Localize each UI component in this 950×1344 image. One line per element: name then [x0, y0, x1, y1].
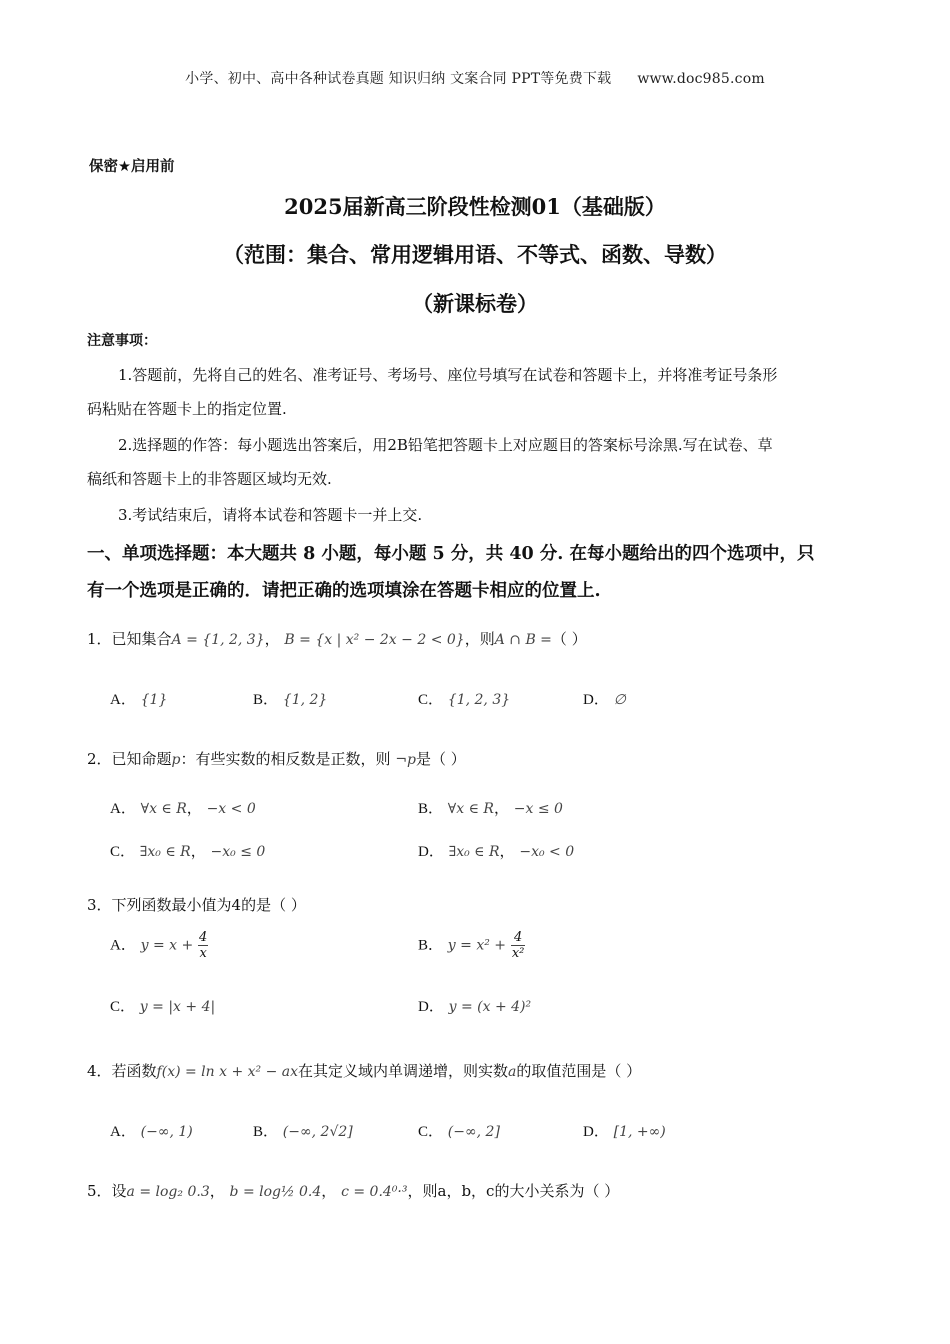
option-label: B．: [418, 937, 444, 954]
q4-option-a[interactable]: [110, 1120, 193, 1141]
q1-option-b[interactable]: [253, 688, 327, 709]
q1-set-a: A = {1, 2, 3}: [171, 632, 265, 648]
frac-num: 4: [199, 930, 208, 945]
option-comma: ，: [190, 842, 206, 860]
notice-item: 稿纸和答题卡上的非答题区域均无效.: [87, 470, 332, 488]
option-quantifier: ∃x₀ ∈ R: [139, 844, 191, 860]
option-label: C．: [418, 1124, 444, 1140]
option-label: D．: [583, 1124, 609, 1140]
option-label: A．: [110, 937, 136, 954]
q5-c: c = 0.4⁰·³: [341, 1184, 408, 1200]
option-value: ∅: [613, 692, 626, 708]
q2-post: 是（ ）: [416, 750, 466, 768]
q3-option-a[interactable]: [110, 930, 208, 961]
page-header: [0, 68, 950, 88]
q3-option-c[interactable]: [110, 995, 215, 1016]
option-label: C．: [110, 999, 136, 1015]
question-2: [87, 748, 466, 769]
q4-function: f(x) = ln x + x² − ax: [156, 1064, 299, 1080]
exam-title: 2025届新高三阶段性检测01（基础版）: [284, 194, 666, 219]
q1-option-c[interactable]: [418, 688, 510, 709]
fraction: [198, 930, 208, 961]
q1-option-a[interactable]: [110, 688, 167, 709]
option-value: (−∞, 2]: [447, 1124, 500, 1140]
section-heading-cont: 有一个选项是正确的．请把正确的选项填涂在答题卡相应的位置上.: [87, 581, 601, 601]
option-label: A．: [110, 692, 136, 708]
notice-item: 1.答题前，先将自己的姓名、准考证号、考场号、座位号填写在试卷和答题卡上，并将准考证号条形: [118, 366, 778, 384]
question-1: [87, 628, 587, 649]
option-label: B．: [253, 1124, 279, 1140]
frac-den: x²: [511, 946, 525, 961]
q1-expr: A ∩ B =: [494, 632, 552, 648]
question-5: [87, 1180, 619, 1201]
option-value: (−∞, 1): [140, 1124, 193, 1140]
option-expr: −x₀ ≤ 0: [210, 844, 266, 860]
q1-paren: （ ）: [551, 630, 587, 648]
header-site[interactable]: www.doc985.com: [637, 71, 765, 87]
exam-type: （新课标卷）: [412, 291, 538, 316]
q4-option-c[interactable]: [418, 1120, 500, 1141]
option-expr: y = x² +: [447, 937, 507, 954]
option-expr: −x < 0: [206, 801, 256, 817]
question-4: [87, 1060, 641, 1081]
q1-text: 1．已知集合: [87, 630, 172, 648]
q2-p: p: [171, 752, 181, 768]
q2-option-a[interactable]: [110, 797, 256, 818]
option-label: A．: [110, 801, 136, 817]
q2-option-b[interactable]: [418, 797, 563, 818]
option-value: {1}: [140, 692, 168, 708]
option-quantifier: ∀x ∈ R: [447, 801, 494, 817]
frac-num: 4: [513, 930, 523, 945]
q1-then: ，则: [464, 630, 495, 648]
q4-option-d[interactable]: [583, 1120, 666, 1141]
q3-option-d[interactable]: [418, 995, 531, 1016]
q2-not-p: ¬p: [395, 752, 417, 768]
notice-heading: 注意事项：: [87, 333, 157, 349]
option-label: C．: [418, 692, 444, 708]
q4-mid: 在其定义域内单调递增，则实数: [298, 1062, 509, 1080]
q5-sep: ，: [321, 1182, 337, 1200]
option-value: [1, +∞): [613, 1124, 666, 1140]
q3-option-b[interactable]: [418, 930, 525, 961]
option-expr: y = x +: [140, 937, 194, 954]
q5-post: ，则a，b，c的大小关系为（ ）: [407, 1182, 620, 1200]
notice-item: 码粘贴在答题卡上的指定位置.: [87, 400, 287, 418]
q5-text: 5．设: [87, 1182, 127, 1200]
exam-scope: （范围：集合、常用逻辑用语、不等式、函数、导数）: [223, 242, 727, 267]
option-label: D．: [418, 999, 444, 1015]
q4-a: a: [508, 1064, 517, 1080]
q1-set-b: B = {x | x² − 2x − 2 < 0}: [284, 632, 465, 648]
option-value: {1, 2, 3}: [447, 692, 511, 708]
q2-mid: ：有些实数的相反数是正数，则: [180, 750, 391, 768]
q1-sep: ，: [264, 630, 280, 648]
q5-a: a = log₂ 0.3: [126, 1184, 210, 1200]
option-comma: ，: [186, 799, 202, 817]
option-value: y = |x + 4|: [139, 999, 216, 1015]
section-heading: 一、单项选择题：本大题共 8 小题，每小题 5 分，共 40 分. 在每小题给出的四个选项中，只: [87, 544, 815, 564]
q2-text: 2．已知命题: [87, 750, 172, 768]
q4-text: 4．若函数: [87, 1062, 157, 1080]
option-expr: −x ≤ 0: [513, 801, 563, 817]
question-3: 3．下列函数最小值为4的是（ ）: [87, 896, 306, 914]
notice-item: 2.选择题的作答：每小题选出答案后，用2B铅笔把答题卡上对应题目的答案标号涂黑.写在试卷、草: [118, 436, 773, 454]
option-label: B．: [418, 801, 444, 817]
notice-item: 3.考试结束后，请将本试卷和答题卡一并上交.: [118, 506, 423, 524]
option-label: C．: [110, 844, 136, 860]
option-value: {1, 2}: [282, 692, 328, 708]
confidential-label: 保密★启用前: [89, 159, 175, 175]
fraction: [511, 930, 526, 961]
option-quantifier: ∃x₀ ∈ R: [448, 844, 500, 860]
option-label: D．: [418, 844, 444, 860]
q4-post: 的取值范围是（ ）: [516, 1062, 642, 1080]
option-label: B．: [253, 692, 279, 708]
option-label: D．: [583, 692, 609, 708]
option-quantifier: ∀x ∈ R: [140, 801, 187, 817]
q2-option-d[interactable]: [418, 840, 574, 861]
option-comma: ，: [493, 799, 509, 817]
q1-option-d[interactable]: [583, 688, 626, 709]
frac-den: x: [199, 946, 207, 961]
option-value: (−∞, 2√2]: [282, 1124, 353, 1140]
q2-option-c[interactable]: [110, 840, 265, 861]
option-value: y = (x + 4)²: [448, 999, 532, 1015]
header-text: 小学、初中、高中各种试卷真题 知识归纳 文案合同 PPT等免费下载: [185, 71, 612, 87]
option-label: A．: [110, 1124, 136, 1140]
q4-option-b[interactable]: [253, 1120, 353, 1141]
q5-sep: ，: [209, 1182, 225, 1200]
q5-b: b = log½ 0.4: [229, 1184, 322, 1200]
option-comma: ，: [499, 842, 515, 860]
option-expr: −x₀ < 0: [519, 844, 575, 860]
